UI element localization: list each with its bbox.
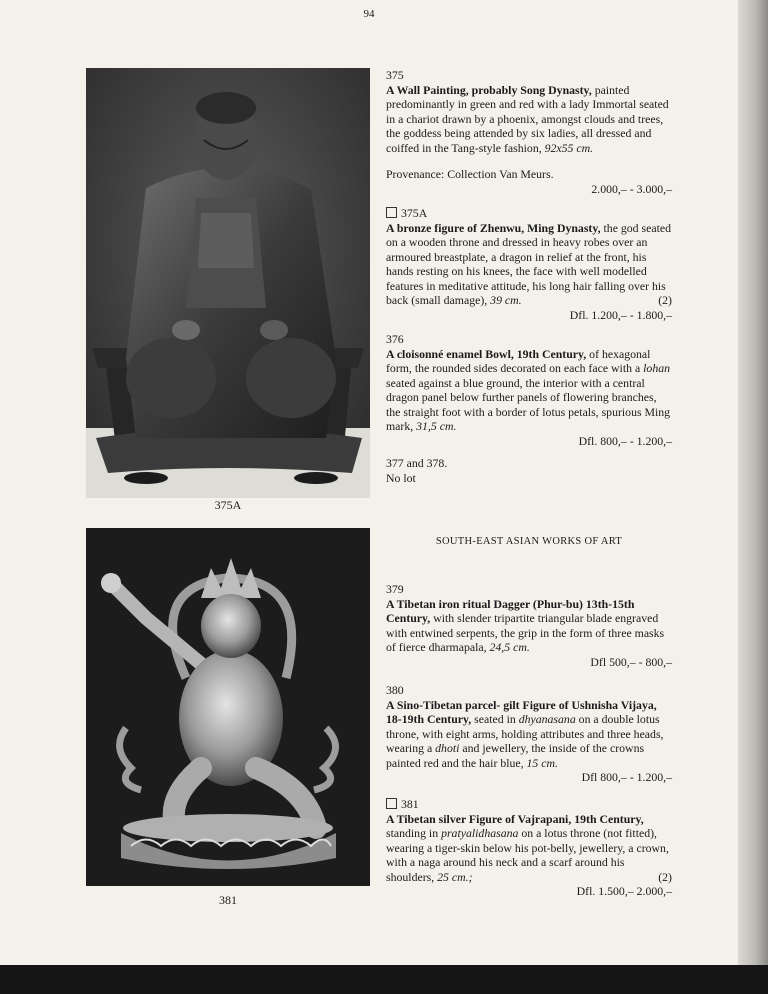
- photo-bronze-zhenwu: [86, 68, 370, 498]
- lot-description: seated against a blue ground, the interior with a central dragon panel below further panels of flowering branches, the straight foot with a border of lotus petals, spurious Ming mark,: [386, 375, 671, 433]
- lot-dimensions: 24,5 cm.: [489, 640, 530, 654]
- lot-note: No lot: [386, 470, 416, 485]
- lot-price: Dfl 800,– - 1.200,–: [581, 770, 672, 784]
- lot-description: seated in: [471, 712, 519, 726]
- page-curl-edge: [738, 0, 768, 965]
- lot-dimensions: 39 cm.: [490, 293, 522, 307]
- photo-silver-vajrapani: [86, 528, 370, 886]
- lot-price: Dfl 500,– - 800,–: [590, 654, 672, 669]
- lot-380: [386, 683, 672, 785]
- lot-description: on a double lotus throne, with eight arms, holding attributes and three heads, wearing a: [386, 712, 664, 755]
- checkbox-icon: [386, 207, 397, 218]
- lot-number: 375: [386, 68, 404, 82]
- lot-title: A cloisonné enamel Bowl, 19th Century,: [386, 346, 587, 361]
- lot-376: [386, 332, 672, 448]
- lot-price: Dfl. 1.500,– 2.000,–: [576, 884, 672, 898]
- lot-title: A Tibetan silver Figure of Vajrapani, 19th Century,: [386, 811, 644, 826]
- lot-price: 2.000,– - 3.000,–: [591, 181, 672, 196]
- scan-background: [0, 965, 768, 994]
- lot-number: 379: [386, 582, 404, 596]
- lot-377-378: [386, 456, 672, 485]
- lot-number: 377 and 378.: [386, 456, 448, 470]
- lot-description: standing in: [386, 826, 442, 840]
- lot-title: A Tibetan iron ritual Dagger (Phur-bu) 13th-15th Century,: [386, 596, 635, 625]
- lot-description: of hexagonal form, the rounded sides decorated on each face with a: [386, 346, 651, 375]
- lot-term: lohan: [643, 361, 671, 375]
- lot-term: dhyanasana: [518, 712, 576, 726]
- lot-description: on a lotus throne (not fitted), wearing a tiger-skin below his pot-belly, jewellery, a crown, with a naga around his neck and a scarf around his shoulders,: [386, 826, 669, 884]
- page-number: 94: [363, 8, 375, 20]
- lot-price: Dfl. 800,– - 1.200,–: [578, 433, 672, 448]
- lot-description: and jewellery, the inside of the crowns painted red and the hair blue,: [386, 741, 645, 770]
- lot-dimensions: 92x55 cm.: [544, 140, 594, 155]
- lot-description: with slender tripartite triangular blade engraved with entwined serpents, the grip in the form of three masks of fierce dharmapala,: [386, 611, 665, 654]
- lot-381: [386, 797, 672, 899]
- section-heading: SOUTH-EAST ASIAN WORKS OF ART: [435, 536, 623, 547]
- lot-dimensions: 15 cm.: [526, 755, 558, 770]
- lot-dimensions: 31,5 cm.: [416, 419, 457, 433]
- lot-dimensions: 25 cm.;: [437, 869, 473, 884]
- lot-number: 380: [386, 683, 404, 697]
- lot-description: the god seated on a wooden throne and dressed in heavy robes over an armoured breastplate, a dragon in relief at the front, his hands resting on his knees, the face with well modelled features in meditative attitude, his long hair falling over his back (small damage),: [386, 220, 671, 307]
- lot-title: A Wall Painting, probably Song Dynasty,: [386, 82, 592, 97]
- lot-375a: [386, 206, 672, 322]
- lot-provenance: Provenance: Collection Van Meurs.: [386, 167, 554, 181]
- checkbox-icon: [386, 798, 397, 809]
- lot-description: painted predominantly in green and red with a lady Immortal seated in a chariot drawn by a phoenix, amongst clouds and trees, the goddess being attended by six ladies, all dressed and coiffed in the Tang-style fashion,: [386, 82, 669, 155]
- lot-price: Dfl. 1.200,– - 1.800,–: [569, 307, 672, 322]
- photo-caption-375a: 375A: [214, 498, 242, 512]
- lot-title: A bronze figure of Zhenwu, Ming Dynasty,: [386, 220, 601, 235]
- lot-quantity: (2): [658, 293, 672, 307]
- lot-term: dhoti: [435, 741, 460, 755]
- lot-number: 376: [386, 332, 404, 346]
- lot-title: A Sino-Tibetan parcel- gilt Figure of Ushnisha Vijaya, 18-19th Century,: [386, 697, 657, 726]
- lot-number: 375A: [401, 206, 428, 220]
- lot-number: 381: [401, 797, 419, 811]
- lot-375: [386, 68, 672, 196]
- lot-379: [386, 582, 672, 669]
- lot-quantity: (2): [658, 869, 672, 884]
- photo-caption-381: 381: [219, 893, 237, 907]
- lot-term: pratyalidhasana: [441, 826, 519, 840]
